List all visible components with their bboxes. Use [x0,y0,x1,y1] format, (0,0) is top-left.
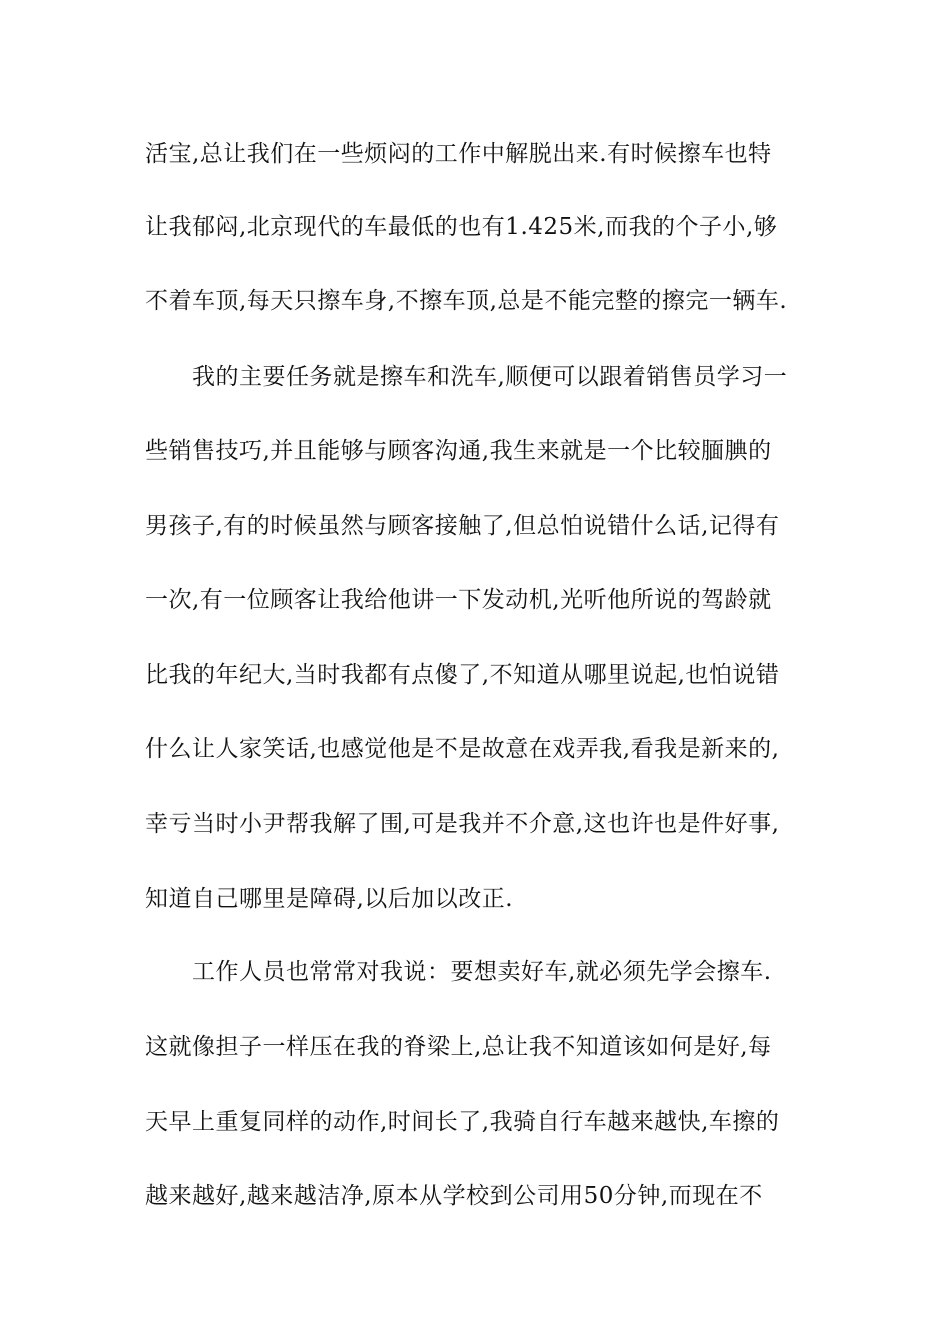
text-line: 什么让人家笑话,也感觉他是不是故意在戏弄我,看我是新来的, [145,736,780,762]
text-line: 知道自己哪里是障碍,以后加以改正. [145,886,514,912]
text-line: 这就像担子一样压在我的脊梁上,总让我不知道该如何是好,每 [145,1034,772,1060]
paragraph-first-line: 我的主要任务就是擦车和洗车,顺便可以跟着销售员学习一 [192,364,788,390]
text-line: 让我郁闷,北京现代的车最低的也有1.425米,而我的个子小,够 [145,214,778,240]
paragraph-first-line: 工作人员也常常对我说：要想卖好车,就必须先学会擦车. [192,959,772,985]
text-line: 些销售技巧,并且能够与顾客沟通,我生来就是一个比较腼腆的 [145,438,772,464]
text-line: 越来越好,越来越洁净,原本从学校到公司用50分钟,而现在不 [145,1183,763,1209]
text-line: 天早上重复同样的动作,时间长了,我骑自行车越来越快,车擦的 [145,1109,780,1135]
text-line: 男孩子,有的时候虽然与顾客接触了,但总怕说错什么话,记得有 [145,513,780,539]
text-line: 比我的年纪大,当时我都有点傻了,不知道从哪里说起,也怕说错 [145,662,780,688]
text-line: 一次,有一位顾客让我给他讲一下发动机,光听他所说的驾龄就 [145,587,772,613]
text-line: 活宝,总让我们在一些烦闷的工作中解脱出来.有时候擦车也特 [145,141,772,167]
text-line: 不着车顶,每天只擦车身,不擦车顶,总是不能完整的擦完一辆车. [145,288,788,314]
text-line: 幸亏当时小尹帮我解了围,可是我并不介意,这也许也是件好事, [145,811,780,837]
